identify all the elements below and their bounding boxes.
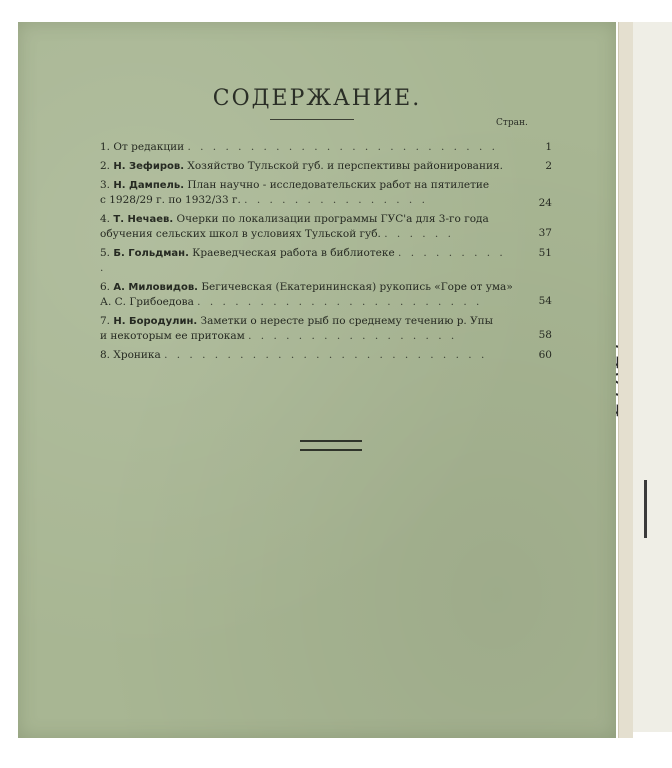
entry-title: Заметки о нересте рыб по среднему течению р. Упы <box>200 315 494 327</box>
leader-dots: . . . . . . . . . . . . . . . <box>244 194 428 206</box>
leader-dots: . . . . . . . . . . . . . . . . . . . . . . . <box>197 296 483 308</box>
leader-dots: . . . . . . . . . . <box>100 247 506 274</box>
entry-number: 2. <box>100 160 111 172</box>
entry-title: От редакции <box>113 141 185 153</box>
table-of-contents <box>100 140 552 367</box>
page-column-header: Стран. <box>496 118 528 128</box>
entry-page: 54 <box>538 295 552 307</box>
toc-entry <box>100 140 552 155</box>
leader-dots: . . . . . . . . . . . . . . . . . <box>248 330 458 342</box>
leader-dots: . . . . . . <box>384 228 454 240</box>
leader-dots: . . . . . . . . . . . . . . . . . . . . . . . . . <box>187 141 498 153</box>
entry-title: Очерки по локализации программы ГУС'а для 3-го года <box>176 213 489 225</box>
entry-title: Хозяйство Тульской губ. и перспективы районирования. <box>187 160 503 172</box>
entry-page: 24 <box>538 197 552 209</box>
entry-page: 60 <box>538 349 552 361</box>
entry-number: 3. <box>100 179 111 191</box>
toc-entry <box>100 348 552 363</box>
entry-page: 1 <box>545 141 552 153</box>
entry-number: 8. <box>100 349 111 361</box>
toc-entry <box>100 314 552 344</box>
toc-entry <box>100 280 552 310</box>
leader-dots: . . . . . . . . . . . . . . . . . . . . . . . . . . <box>164 349 488 361</box>
entry-number: 6. <box>100 281 111 293</box>
entry-author: Б. Гольдман. <box>113 248 189 259</box>
title-underline <box>270 119 354 120</box>
entry-author: Н. Дампель. <box>113 180 184 191</box>
spine-strip <box>618 22 633 738</box>
entry-title: План научно - исследовательских работ на пятилетие <box>187 179 490 191</box>
entry-title: Бегичевская (Екатерининская) рукопись «Горе от ума» <box>201 281 513 293</box>
entry-number: 4. <box>100 213 111 225</box>
entry-author: Н. Зефиров. <box>113 161 184 172</box>
entry-number: 5. <box>100 247 111 259</box>
entry-title: Краеведческая работа в библиотеке <box>192 247 395 259</box>
entry-title-continued: А. С. Грибоедова <box>100 296 194 308</box>
toc-entry <box>100 246 552 276</box>
cover-page <box>18 22 616 738</box>
entry-number: 7. <box>100 315 111 327</box>
double-rule-ornament <box>300 440 362 451</box>
toc-entry <box>100 178 552 208</box>
entry-author: Н. Бородулин. <box>113 316 198 327</box>
entry-title-continued: с 1928/29 г. по 1932/33 г. <box>100 194 241 206</box>
back-cover-sheet <box>628 22 672 732</box>
entry-title: Хроника <box>113 349 161 361</box>
entry-author: Т. Нечаев. <box>113 214 174 225</box>
binding-mark <box>644 480 647 538</box>
entry-page: 51 <box>538 247 552 259</box>
entry-number: 1. <box>100 141 111 153</box>
entry-author: А. Миловидов. <box>113 282 198 293</box>
entry-page: 2 <box>545 160 552 172</box>
toc-entry <box>100 159 552 174</box>
entry-page: 37 <box>538 227 552 239</box>
entry-page: 58 <box>538 329 552 341</box>
entry-title-continued: обучения сельских школ в условиях Тульской губ. <box>100 228 381 240</box>
entry-title-continued: и некоторым ее притокам <box>100 330 245 342</box>
page-title: СОДЕРЖАНИЕ. <box>212 86 422 111</box>
toc-entry <box>100 212 552 242</box>
